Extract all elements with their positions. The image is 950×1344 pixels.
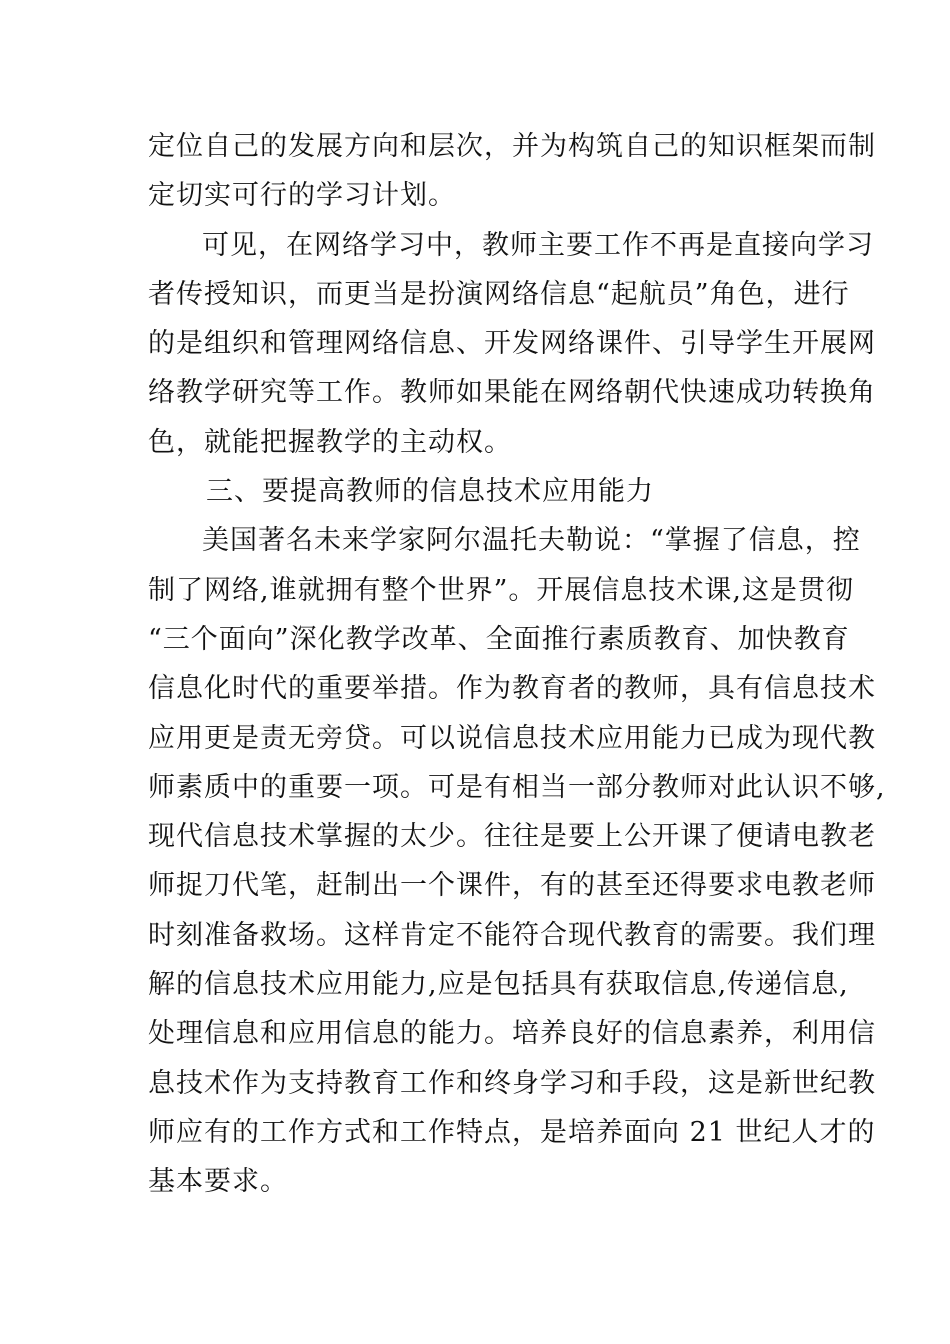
text-line: 解的信息技术应用能力,应是包括具有获取信息,传递信息,	[148, 969, 849, 1001]
paragraph-first-line: 可见，在网络学习中，教师主要工作不再是直接向学习	[202, 229, 874, 261]
text-line: 者传授知识，而更当是扮演网络信息“起航员”角色，进行	[148, 278, 850, 310]
text-line: 络教学研究等工作。教师如果能在网络朝代快速成功转换角	[148, 377, 876, 409]
text-line: 息技术作为支持教育工作和终身学习和手段，这是新世纪教	[148, 1067, 876, 1099]
text-line: 师捉刀代笔，赶制出一个课件，有的甚至还得要求电教老师	[148, 870, 876, 902]
text-line: 信息化时代的重要举措。作为教育者的教师，具有信息技术	[148, 673, 876, 705]
text-line: 师应有的工作方式和工作特点，是培养面向 21 世纪人才的	[148, 1116, 876, 1148]
text-line: 时刻准备救场。这样肯定不能符合现代教育的需要。我们理	[148, 919, 876, 951]
text-line: 定位自己的发展方向和层次，并为构筑自己的知识框架而制	[148, 131, 876, 162]
text-line: 基本要求。	[148, 1166, 288, 1198]
text-line: 师素质中的重要一项。可是有相当一部分教师对此认识不够,	[148, 771, 886, 803]
text-line: 色，就能把握教学的主动权。	[148, 426, 512, 458]
body-text	[148, 122, 886, 1207]
text-line: 的是组织和管理网络信息、开发网络课件、引导学生开展网	[148, 328, 876, 360]
text-line: 定切实可行的学习计划。	[148, 180, 456, 212]
text-line: 应用更是责无旁贷。可以说信息技术应用能力已成为现代教	[148, 722, 876, 754]
section-heading: 三、要提高教师的信息技术应用能力	[206, 476, 654, 508]
text-line: 制了网络,谁就拥有整个世界”。开展信息技术课,这是贯彻	[148, 574, 854, 606]
text-line: 处理信息和应用信息的能力。培养良好的信息素养，利用信	[148, 1018, 876, 1050]
text-line: “三个面向”深化教学改革、全面推行素质教育、加快教育	[148, 623, 850, 655]
text-line: 现代信息技术掌握的太少。往往是要上公开课了便请电教老	[148, 821, 876, 853]
paragraph-first-line: 美国著名未来学家阿尔温托夫勒说：“掌握了信息，控	[202, 525, 861, 557]
